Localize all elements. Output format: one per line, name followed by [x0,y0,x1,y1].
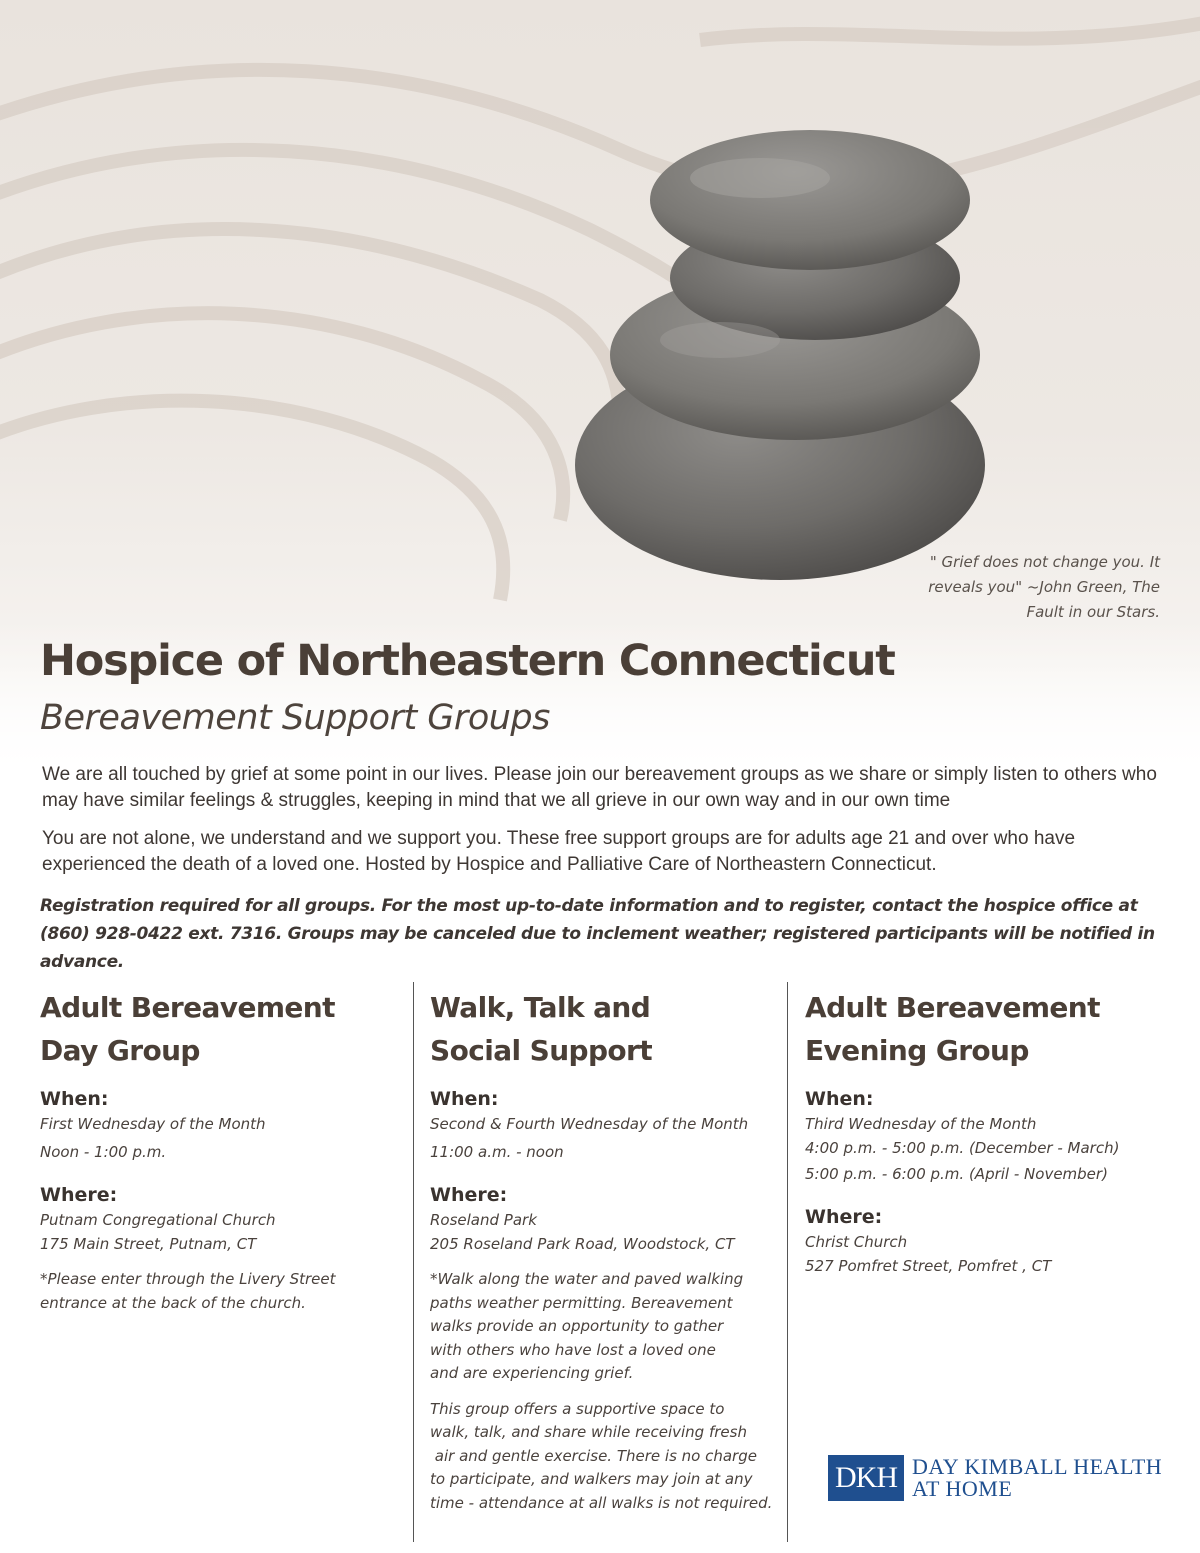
where-line: 175 Main Street, Putnam, CT [40,1235,257,1253]
group-title-line: Social Support [430,1034,653,1067]
extra-line: time - attendance at all walks is not required. [430,1493,773,1512]
where-label: Where: [805,1206,883,1228]
intro-paragraph: We are all touched by grief at some point in our lives. Please join our bereavement groups as we share or simply listen to others who may have similar feelings & struggles, keeping in mind that we all grieve in our own way and in our own time [42,764,1157,811]
where-line: 527 Pomfret Street, Pomfret , CT [805,1257,1052,1275]
note-line: with others who have lost a loved one [430,1340,716,1359]
logo-text [912,1456,1162,1500]
group-title-line: Adult Bereavement [805,991,1100,1024]
logo-line: AT HOME [912,1476,1013,1501]
where-label: Where: [40,1184,118,1206]
when-line: Second & Fourth Wednesday of the Month [430,1115,749,1133]
column-divider [787,982,788,1542]
column-divider [413,982,414,1542]
where-line: Roseland Park [430,1211,537,1229]
group-column-day [40,986,390,1315]
where-line: Putnam Congregational Church [40,1211,276,1229]
group-column-evening [805,986,1185,1278]
where-line: Christ Church [805,1233,908,1251]
extra-line: walk, talk, and share while receiving fresh [430,1423,747,1441]
stone-stack [575,130,985,580]
when-line: Noon - 1:00 p.m. [40,1143,167,1161]
quote-line: Fault in our Stars. [1026,603,1160,621]
where-line: 205 Roseland Park Road, Woodstock, CT [430,1235,735,1253]
when-label: When: [430,1088,499,1110]
quote-line: " Grief does not change you. It [929,553,1160,571]
day-kimball-logo [828,1455,1162,1501]
group-column-walk [430,986,780,1515]
note-line: *Walk along the water and paved walking [430,1270,744,1288]
intro-paragraph: You are not alone, we understand and we support you. These free support groups are for adults age 21 and over who have experienced the death of a loved one. Hosted by Hospice and Palliative Care of Northeastern Connecticut. [42,828,1076,875]
when-line: 4:00 p.m. - 5:00 p.m. (December - March) [805,1139,1120,1157]
group-title-line: Adult Bereavement [40,991,335,1024]
page-title: Hospice of Northeastern Connecticut [40,636,895,686]
when-line: First Wednesday of the Month [40,1115,266,1133]
group-title-line: Walk, Talk and [430,991,651,1024]
when-label: When: [805,1088,874,1110]
group-title-line: Evening Group [805,1034,1029,1067]
where-label: Where: [430,1184,508,1206]
note-line: walks provide an opportunity to gather [430,1317,724,1335]
note-line: and are experiencing grief. [430,1364,634,1382]
note-line: paths weather permitting. Bereavement [430,1293,733,1312]
group-title [430,986,780,1072]
when-line: Third Wednesday of the Month [805,1115,1037,1133]
logo-mark-text: DKH [835,1461,897,1494]
group-title-line: Day Group [40,1034,200,1067]
quote [880,550,1160,625]
when-line: 11:00 a.m. - noon [430,1143,564,1161]
group-title [805,986,1185,1072]
extra-line: to participate, and walkers may join at any [430,1470,753,1488]
logo-line: DAY KIMBALL HEALTH [912,1454,1163,1479]
quote-line: reveals you" ~John Green, The [928,578,1160,596]
when-label: When: [40,1088,109,1110]
extra-line: This group offers a supportive space to [430,1399,725,1418]
page-subtitle: Bereavement Support Groups [40,698,550,738]
extra-line: air and gentle exercise. There is no charge [430,1446,757,1465]
when-line: 5:00 p.m. - 6:00 p.m. (April - November) [805,1165,1108,1183]
group-title [40,986,390,1072]
dkh-logo-mark [828,1455,904,1501]
note-line: entrance at the back of the church. [40,1293,306,1312]
registration-notice: Registration required for all groups. For the most up-to-date information and to register, contact the hospice office at (860) 928-0422 ext. 7316. Groups may be canceled due to inclement weather; registered participants will be notified in advance. [40,896,1155,972]
note-line: *Please enter through the Livery Street [40,1270,336,1288]
